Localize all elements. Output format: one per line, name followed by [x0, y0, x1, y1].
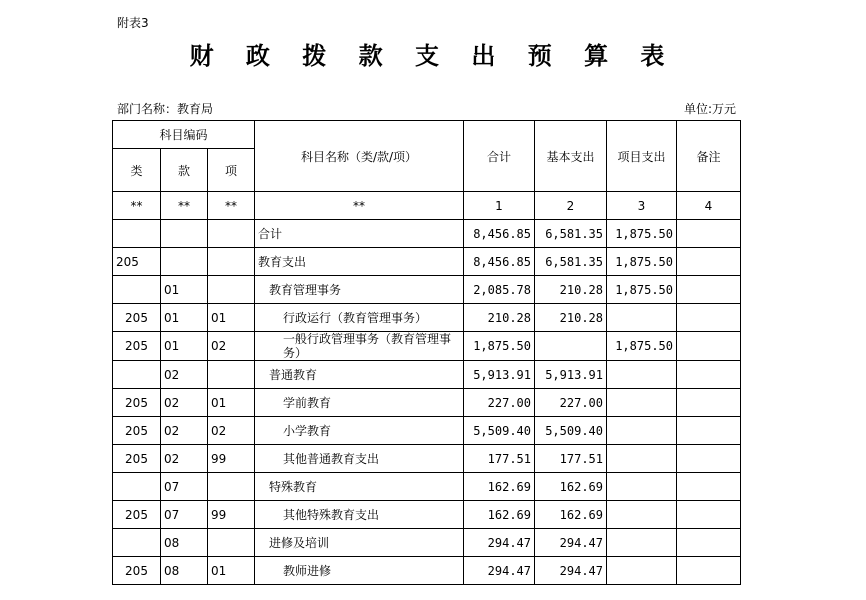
code-kuan-cell: 07 [161, 473, 208, 501]
code-lei-cell: 205 [113, 417, 161, 445]
subject-name-cell: 进修及培训 [255, 529, 464, 557]
subject-name-cell: 学前教育 [255, 389, 464, 417]
basic-cell: 162.69 [535, 473, 607, 501]
index-cell: ** [208, 192, 255, 220]
code-xiang-cell [208, 473, 255, 501]
code-xiang-cell: 01 [208, 389, 255, 417]
table-row [113, 473, 741, 501]
table-row [113, 248, 741, 276]
code-kuan-cell [161, 248, 208, 276]
code-lei-cell: 205 [113, 304, 161, 332]
subject-name-cell: 普通教育 [255, 361, 464, 389]
code-xiang-cell: 99 [208, 501, 255, 529]
code-lei-cell: 205 [113, 445, 161, 473]
project-cell [607, 501, 677, 529]
total-cell: 5,913.91 [464, 361, 535, 389]
header-basic: 基本支出 [535, 121, 607, 192]
code-xiang-cell [208, 220, 255, 248]
subject-name-cell: 小学教育 [255, 417, 464, 445]
remark-cell [677, 445, 741, 473]
remark-cell [677, 220, 741, 248]
project-cell [607, 389, 677, 417]
subject-name-cell: 其他特殊教育支出 [255, 501, 464, 529]
subject-name-cell: 行政运行（教育管理事务） [255, 304, 464, 332]
total-cell: 5,509.40 [464, 417, 535, 445]
subject-name-cell: 教育管理事务 [255, 276, 464, 304]
remark-cell [677, 417, 741, 445]
code-xiang-cell: 01 [208, 304, 255, 332]
header-subject-code: 科目编码 [113, 121, 255, 149]
project-cell: 1,875.50 [607, 276, 677, 304]
header-kuan: 款 [161, 149, 208, 192]
code-kuan-cell: 01 [161, 332, 208, 361]
header-subject-name: 科目名称（类/款/项） [255, 121, 464, 192]
table-row [113, 361, 741, 389]
code-xiang-cell [208, 529, 255, 557]
remark-cell [677, 248, 741, 276]
code-xiang-cell [208, 276, 255, 304]
code-lei-cell [113, 529, 161, 557]
basic-cell: 6,581.35 [535, 248, 607, 276]
code-lei-cell [113, 276, 161, 304]
total-cell: 162.69 [464, 473, 535, 501]
code-lei-cell: 205 [113, 557, 161, 585]
project-cell [607, 529, 677, 557]
table-row [113, 417, 741, 445]
subject-name-cell: 教育支出 [255, 248, 464, 276]
subject-name-cell: 其他普通教育支出 [255, 445, 464, 473]
table-row [113, 557, 741, 585]
table-row [113, 445, 741, 473]
code-lei-cell [113, 361, 161, 389]
basic-cell: 177.51 [535, 445, 607, 473]
code-xiang-cell: 01 [208, 557, 255, 585]
code-lei-cell: 205 [113, 501, 161, 529]
header-lei: 类 [113, 149, 161, 192]
table-row [113, 304, 741, 332]
code-kuan-cell: 02 [161, 389, 208, 417]
header-total: 合计 [464, 121, 535, 192]
index-cell: ** [161, 192, 208, 220]
basic-cell: 162.69 [535, 501, 607, 529]
total-cell: 177.51 [464, 445, 535, 473]
project-cell [607, 304, 677, 332]
remark-cell [677, 501, 741, 529]
total-cell: 294.47 [464, 557, 535, 585]
project-cell [607, 473, 677, 501]
table-row [113, 501, 741, 529]
department-name: 部门名称：教育局 [117, 102, 214, 116]
basic-cell: 227.00 [535, 389, 607, 417]
total-cell: 210.28 [464, 304, 535, 332]
total-cell: 227.00 [464, 389, 535, 417]
code-kuan-cell: 01 [161, 276, 208, 304]
index-cell: ** [255, 192, 464, 220]
total-cell: 8,456.85 [464, 248, 535, 276]
code-lei-cell [113, 220, 161, 248]
table-row [113, 389, 741, 417]
code-xiang-cell: 02 [208, 417, 255, 445]
basic-cell: 210.28 [535, 276, 607, 304]
code-xiang-cell [208, 361, 255, 389]
header-remark: 备注 [677, 121, 741, 192]
remark-cell [677, 332, 741, 361]
budget-table [112, 120, 741, 585]
code-lei-cell: 205 [113, 332, 161, 361]
code-lei-cell: 205 [113, 389, 161, 417]
project-cell [607, 417, 677, 445]
attachment-label: 附表3 [117, 16, 149, 30]
code-kuan-cell: 02 [161, 417, 208, 445]
header-project: 项目支出 [607, 121, 677, 192]
table-row [113, 332, 741, 361]
index-cell: 3 [607, 192, 677, 220]
page-title: 财 政 拨 款 支 出 预 算 表 [189, 41, 677, 70]
code-xiang-cell: 99 [208, 445, 255, 473]
project-cell: 1,875.50 [607, 332, 677, 361]
subject-name-cell: 合计 [255, 220, 464, 248]
basic-cell: 5,509.40 [535, 417, 607, 445]
total-cell: 294.47 [464, 529, 535, 557]
remark-cell [677, 276, 741, 304]
project-cell [607, 557, 677, 585]
index-cell: 4 [677, 192, 741, 220]
remark-cell [677, 557, 741, 585]
basic-cell: 210.28 [535, 304, 607, 332]
project-cell: 1,875.50 [607, 220, 677, 248]
index-cell: ** [113, 192, 161, 220]
subject-name-cell: 特殊教育 [255, 473, 464, 501]
project-cell [607, 361, 677, 389]
total-cell: 2,085.78 [464, 276, 535, 304]
code-kuan-cell: 02 [161, 361, 208, 389]
basic-cell: 6,581.35 [535, 220, 607, 248]
project-cell [607, 445, 677, 473]
code-kuan-cell: 08 [161, 557, 208, 585]
code-lei-cell: 205 [113, 248, 161, 276]
project-cell: 1,875.50 [607, 248, 677, 276]
code-kuan-cell: 07 [161, 501, 208, 529]
subject-name-cell: 教师进修 [255, 557, 464, 585]
index-cell: 1 [464, 192, 535, 220]
basic-cell: 294.47 [535, 529, 607, 557]
unit-label: 单位:万元 [683, 102, 736, 116]
total-cell: 162.69 [464, 501, 535, 529]
code-xiang-cell: 02 [208, 332, 255, 361]
basic-cell: 5,913.91 [535, 361, 607, 389]
table-row [113, 276, 741, 304]
subject-name-cell: 一般行政管理事务（教育管理事务） [255, 332, 464, 361]
remark-cell [677, 473, 741, 501]
table-row [113, 220, 741, 248]
remark-cell [677, 389, 741, 417]
code-kuan-cell: 01 [161, 304, 208, 332]
code-lei-cell [113, 473, 161, 501]
remark-cell [677, 361, 741, 389]
remark-cell [677, 529, 741, 557]
remark-cell [677, 304, 741, 332]
total-cell: 1,875.50 [464, 332, 535, 361]
basic-cell [535, 332, 607, 361]
code-kuan-cell: 08 [161, 529, 208, 557]
total-cell: 8,456.85 [464, 220, 535, 248]
code-kuan-cell: 02 [161, 445, 208, 473]
code-kuan-cell [161, 220, 208, 248]
header-xiang: 项 [208, 149, 255, 192]
table-row [113, 529, 741, 557]
code-xiang-cell [208, 248, 255, 276]
basic-cell: 294.47 [535, 557, 607, 585]
index-cell: 2 [535, 192, 607, 220]
